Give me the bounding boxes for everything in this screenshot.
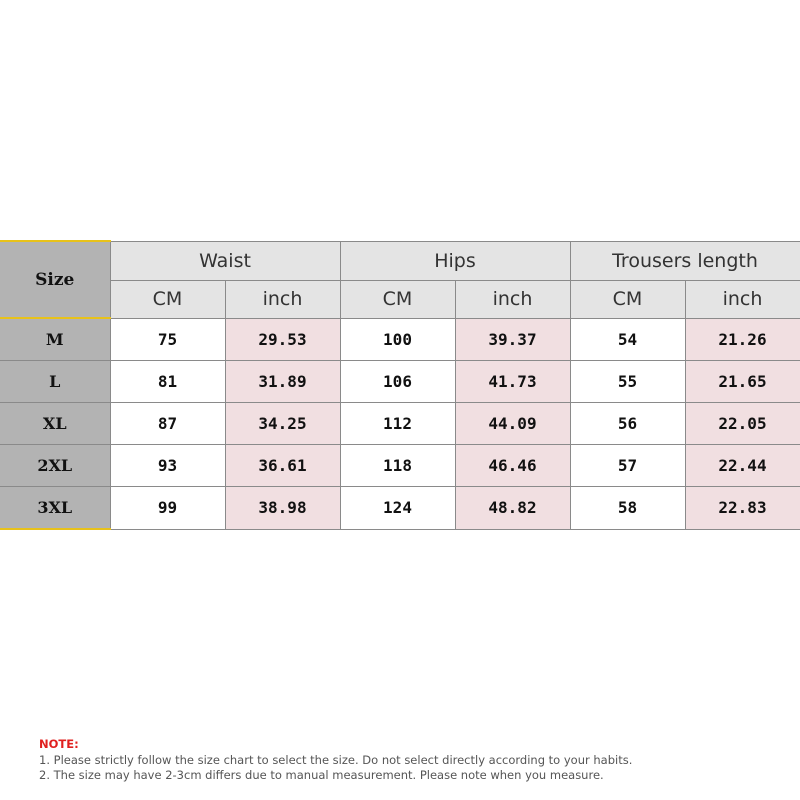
length-cm-value: 57 <box>570 445 685 487</box>
table-row <box>0 361 800 403</box>
length-inch-value: 21.26 <box>685 318 800 361</box>
size-chart-table <box>0 240 800 530</box>
size-note <box>39 737 632 784</box>
length-inch-value: 22.83 <box>685 487 800 530</box>
size-label: XL <box>0 403 110 445</box>
size-chart-container <box>0 240 800 530</box>
waist-inch-value: 31.89 <box>225 361 340 403</box>
hips-cm-value: 106 <box>340 361 455 403</box>
size-column-header: Size <box>0 241 110 318</box>
hips-cm-value: 100 <box>340 318 455 361</box>
length-inch-header: inch <box>685 280 800 318</box>
size-label: 2XL <box>0 445 110 487</box>
note-title: NOTE: <box>39 737 79 751</box>
waist-inch-value: 36.61 <box>225 445 340 487</box>
hips-cm-value: 124 <box>340 487 455 530</box>
hips-inch-value: 39.37 <box>455 318 570 361</box>
waist-header: Waist <box>110 241 340 280</box>
length-cm-header: CM <box>570 280 685 318</box>
size-label: 3XL <box>0 487 110 530</box>
table-row <box>0 318 800 361</box>
length-cm-value: 54 <box>570 318 685 361</box>
hips-inch-header: inch <box>455 280 570 318</box>
hips-inch-value: 48.82 <box>455 487 570 530</box>
table-row <box>0 487 800 530</box>
table-row <box>0 403 800 445</box>
hips-inch-value: 46.46 <box>455 445 570 487</box>
table-row <box>0 445 800 487</box>
length-cm-value: 56 <box>570 403 685 445</box>
waist-inch-value: 34.25 <box>225 403 340 445</box>
length-cm-value: 55 <box>570 361 685 403</box>
hips-cm-value: 118 <box>340 445 455 487</box>
waist-inch-value: 29.53 <box>225 318 340 361</box>
hips-cm-value: 112 <box>340 403 455 445</box>
waist-cm-value: 87 <box>110 403 225 445</box>
hips-inch-value: 44.09 <box>455 403 570 445</box>
waist-cm-value: 99 <box>110 487 225 530</box>
trousers-length-header: Trousers length <box>570 241 800 280</box>
size-label: L <box>0 361 110 403</box>
length-cm-value: 58 <box>570 487 685 530</box>
note-line-2: 2. The size may have 2-3cm differs due to manual measurement. Please note when you measure. <box>39 768 604 782</box>
waist-cm-header: CM <box>110 280 225 318</box>
length-inch-value: 22.05 <box>685 403 800 445</box>
hips-cm-header: CM <box>340 280 455 318</box>
hips-inch-value: 41.73 <box>455 361 570 403</box>
length-inch-value: 21.65 <box>685 361 800 403</box>
note-line-1: 1. Please strictly follow the size chart to select the size. Do not select directly according to your habits. <box>39 752 633 767</box>
waist-cm-value: 75 <box>110 318 225 361</box>
waist-cm-value: 93 <box>110 445 225 487</box>
hips-header: Hips <box>340 241 570 280</box>
length-inch-value: 22.44 <box>685 445 800 487</box>
waist-inch-value: 38.98 <box>225 487 340 530</box>
waist-cm-value: 81 <box>110 361 225 403</box>
size-label: M <box>0 318 110 361</box>
waist-inch-header: inch <box>225 280 340 318</box>
